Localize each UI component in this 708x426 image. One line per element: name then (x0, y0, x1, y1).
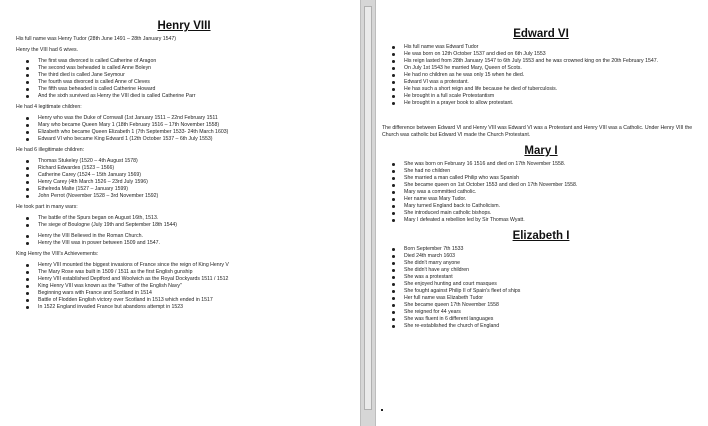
list-item: The Mary Rose was built in 1509 / 1511 as the first English gunship (38, 269, 352, 276)
wars-list (16, 215, 352, 229)
list-item: King Henry VIII was known as the "Father of the English Navy" (38, 283, 352, 290)
difference-paragraph: The difference between Edward VI and Henry VIII was Edward VI was a Protestant and Henry VIII was a Catholic. Under Henry VIII the Church was catholic but Edward VI made the Church Protestant. (382, 125, 693, 138)
list-item: He was born on 12th October 1537 and died on 6th July 1553 (404, 51, 700, 58)
list-item: On July 1st 1543 he married Mary, Queen of Scots. (404, 65, 700, 72)
list-item: Thomas Stukeley (1520 – 4th August 1578) (38, 158, 352, 165)
document-page-right (376, 0, 708, 426)
list-item: The siege of Boulogne (July 19th and September 18th 1544) (38, 222, 352, 229)
list-item: Henry Carey (4th March 1526 – 23rd July 1596) (38, 179, 352, 186)
list-item: She became queen 17th November 1558 (404, 302, 700, 309)
list-item: Died 24th march 1603 (404, 253, 700, 260)
list-item: She introduced main catholic bishops. (404, 210, 700, 217)
list-item: The fifth was beheaded is called Catherine Howard (38, 86, 352, 93)
list-item: Battle of Flodden English victory over Scotland in 1513 which ended in 1517 (38, 297, 352, 304)
wives-intro: Henry the VIII had 6 wives. (16, 47, 78, 53)
list-item: She didn't have any children (404, 267, 700, 274)
list-item: She became queen on 1st October 1553 and died on 17th November 1558. (404, 182, 700, 189)
beliefs-list (16, 233, 352, 247)
list-item: And the sixth survived as Henry the VIII died is called Catherine Parr (38, 93, 352, 100)
list-item: She reigned for 44 years (404, 309, 700, 316)
mary-facts-list (382, 161, 700, 224)
elizabeth-facts-list (382, 246, 700, 330)
achievements-list (16, 262, 352, 311)
section-title-mary-i: Mary I (524, 145, 558, 157)
list-item: He brought in a prayer book to allow protestant. (404, 100, 700, 107)
list-item: Ethelreda Malte (1527 – January 1599) (38, 186, 352, 193)
list-item: Mary was a committed catholic. (404, 189, 700, 196)
section-title-edward-vi: Edward VI (513, 28, 569, 40)
list-item: Henry who was the Duke of Cornwall (1st January 1511 – 22nd February 1511 (38, 115, 352, 122)
list-item: Edward VI who became King Edward 1 (12th October 1537 – 6th July 1553) (38, 136, 352, 143)
list-item: His full name was Edward Tudor (404, 44, 700, 51)
legit-children-intro: He had 4 legitimate children: (16, 104, 82, 110)
list-item: She was born on February 16 1516 and died on 17th November 1558. (404, 161, 700, 168)
list-item: She was fluent in 6 different languages (404, 316, 700, 323)
list-item: The second was beheaded is called Anne Boleyn (38, 65, 352, 72)
list-item: She re-established the church of England (404, 323, 700, 330)
list-item: The fourth was divorced is called Anne of Cleves (38, 79, 352, 86)
list-item: He has such a short reign and life because he died of tuberculosis. (404, 86, 700, 93)
illegit-children-list (16, 158, 352, 200)
list-item: The battle of the Spurs began on August 16th, 1513. (38, 215, 352, 222)
list-item: She enjoyed hunting and court masques (404, 281, 700, 288)
list-item: Richard Edwardes (1523 – 1566) (38, 165, 352, 172)
list-item: Henry the VIII was in power between 1509 and 1547. (38, 240, 352, 247)
illegit-children-intro: He had 6 illegitimate children: (16, 147, 85, 153)
list-item: The first was divorced is called Catherine of Aragon (38, 58, 352, 65)
wives-list (16, 58, 352, 100)
section-title-elizabeth-i: Elizabeth I (512, 230, 570, 242)
list-item: Mary who became Queen Mary 1 (18th February 1516 – 17th November 1558) (38, 122, 352, 129)
scrollbar-thumb[interactable] (364, 6, 372, 410)
list-item: Elizabeth who became Queen Elizabeth 1 (7th September 1533- 24th March 1603) (38, 129, 352, 136)
list-item: He had no children as he was only 15 when he died. (404, 72, 700, 79)
list-item: Born September 7th 1533 (404, 246, 700, 253)
list-item: In 1522 England invaded France but abandons attempt in 1523 (38, 304, 352, 311)
wars-intro: He took part in many wars: (16, 204, 78, 210)
list-item: Beginning wars with France and Scotland in 1514 (38, 290, 352, 297)
legit-children-list (16, 115, 352, 143)
list-item: She fought against Philip II of Spain's fleet of ships (404, 288, 700, 295)
list-item: Henry the VIII Believed in the Roman Church. (38, 233, 352, 240)
list-item: His reign lasted from 28th January 1547 to 6th July 1553 and he was crowned king on the 20th February 1547. (404, 58, 700, 65)
full-name-line: His full name was Henry Tudor (28th June 1491 – 28th January 1547) (16, 36, 177, 42)
list-item: John Perrot (November 1528 – 3rd November 1592) (38, 193, 352, 200)
list-item: Her full name was Elizabeth Tudor (404, 295, 700, 302)
page-scrollbar[interactable] (360, 0, 376, 426)
list-item: He brought in a full scale Protestantism (404, 93, 700, 100)
list-item: Mary I defeated a rebellion led by Sir Thomas Wyatt. (404, 217, 700, 224)
list-item: She was a protestant (404, 274, 700, 281)
list-item: She didn't marry anyone (404, 260, 700, 267)
list-item: Henry VIII established Deptford and Woolwich as the Royal Dockyards 1511 / 1512 (38, 276, 352, 283)
list-item: Her name was Mary Tudor. (404, 196, 700, 203)
list-item: The third died is called Jane Seymour (38, 72, 352, 79)
page-title-henry-viii: Henry VIII (157, 20, 211, 32)
list-item: She married a man called Philip who was Spanish (404, 175, 700, 182)
list-item: Edward VI was a protestant. (404, 79, 700, 86)
list-item: She had no children (404, 168, 700, 175)
list-item: Henry VIII mounted the biggest invasions of France since the reign of King Henry V (38, 262, 352, 269)
edward-facts-list (382, 44, 700, 107)
list-item: Mary turned England back to Catholicism. (404, 203, 700, 210)
achievements-intro: King Henry the VIII's Achievements: (16, 251, 99, 257)
text-cursor (381, 409, 383, 411)
list-item: Catherine Carey (1524 – 15th January 1569) (38, 172, 352, 179)
